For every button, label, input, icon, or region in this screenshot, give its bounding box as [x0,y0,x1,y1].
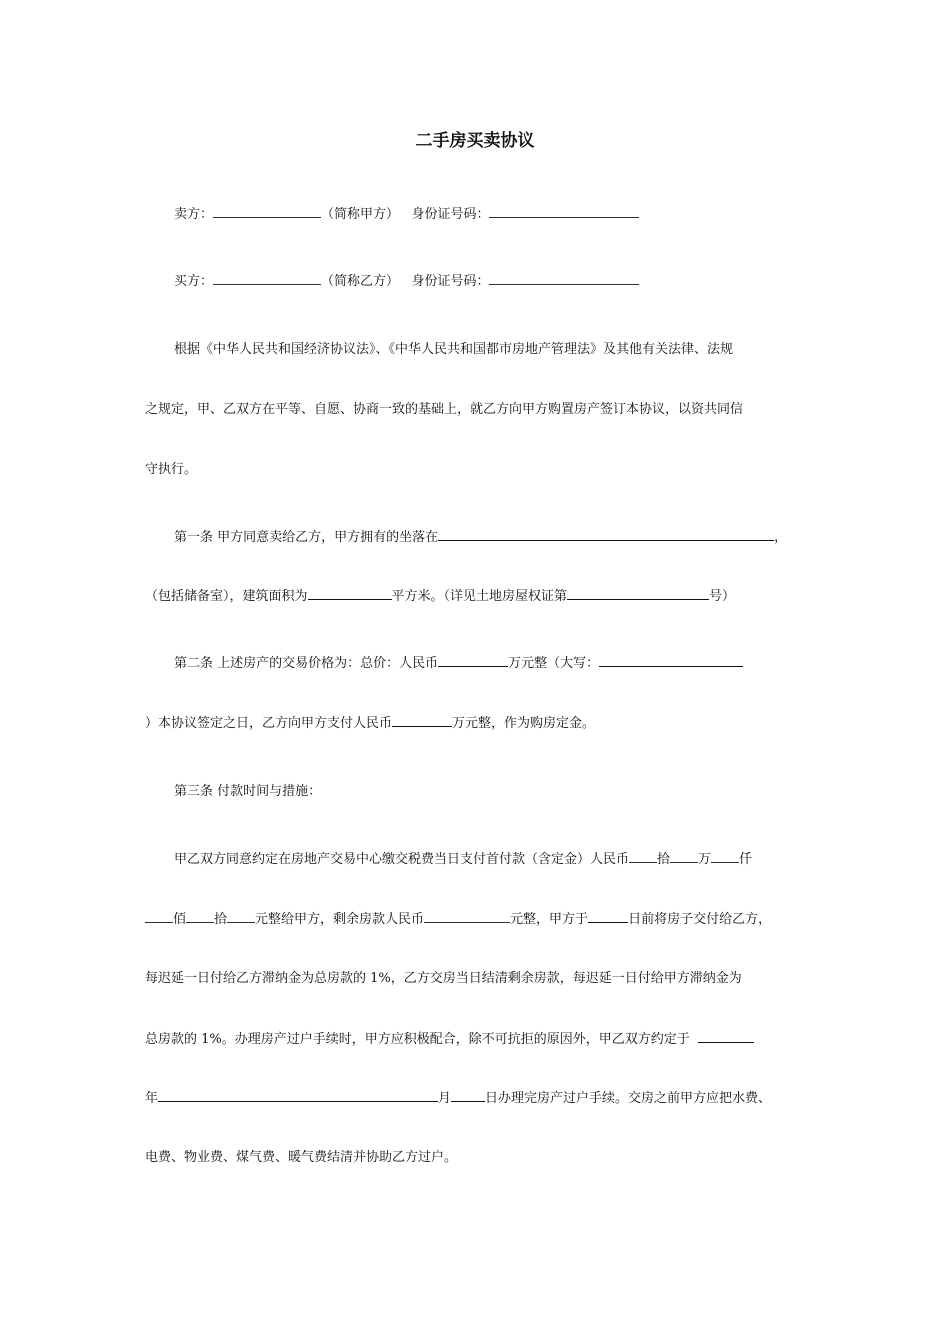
preamble-line-3: 守执行。 [145,462,198,477]
article3-l2c: 元整给甲方，剩余房款人民币 [255,912,425,927]
article3-l5a: 年 [145,1091,159,1106]
article1-text-a: 第一条 甲方同意卖给乙方，甲方拥有的坐落在 [174,530,439,545]
area-blank[interactable] [308,586,392,600]
article1-text-c: （包括储备室），建筑面积为 [145,589,308,604]
article3-line-1 [174,848,752,867]
handover-date-blank[interactable] [588,909,628,923]
deposit-blank[interactable] [392,713,452,727]
transfer-day-blank[interactable] [451,1088,485,1102]
down-payment-shi-wan-blank[interactable] [629,849,657,863]
article3-l1d: 仟 [739,852,753,867]
buyer-id-label: 身份证号码： [411,274,490,289]
article1-text-d: 平方米。（详见土地房屋权证第 [391,589,568,604]
article1-line-2 [145,585,735,604]
article3-l2e: 日前将房子交付给乙方， [628,912,772,927]
total-price-blank[interactable] [438,653,508,667]
document-title: 二手房买卖协议 [415,131,535,151]
article3-l4: 总房款的 1%。办理房产过户手续时，甲方应积极配合，除不可抗拒的原因外，甲乙双方约定于 [145,1032,690,1047]
article1-text-b: ， [774,530,788,545]
article2-line-1 [174,652,743,671]
article3-l5b: 月 [438,1091,452,1106]
article3-l1c: 万 [698,852,712,867]
preamble-line-2: 之规定，甲、乙双方在平等、自愿、协商一致的基础上，就乙方向甲方购置房产签订本协议，以资共同信 [145,402,744,417]
transfer-month-blank[interactable] [158,1088,438,1102]
article3-l2a: 佰 [173,912,187,927]
property-location-blank[interactable] [438,527,774,541]
buyer-label: 买方： [174,274,214,289]
seller-id-label: 身份证号码： [411,207,490,222]
down-payment-qian-blank[interactable] [711,849,739,863]
article3-heading: 第三条 付款时间与措施： [174,784,322,799]
seller-label: 卖方： [174,207,214,222]
article2-text-d: 万元整，作为购房定金。 [452,716,596,731]
article2-text-a: 第二条 上述房产的交易价格为：总价：人民币 [174,656,439,671]
seller-alias: （简称甲方） [321,207,400,222]
article3-l2b: 拾 [214,912,228,927]
down-payment-yuan-blank[interactable] [227,909,255,923]
seller-id-blank[interactable] [489,204,639,218]
down-payment-shi-blank[interactable] [186,909,214,923]
transfer-year-blank[interactable] [698,1029,754,1043]
article3-line-2 [145,908,771,927]
seller-line [174,203,639,222]
buyer-name-blank[interactable] [213,271,321,285]
article3-line-6: 电费、物业费、煤气费、暖气费结清并协助乙方过户。 [145,1150,458,1165]
down-payment-bai-blank[interactable] [145,909,173,923]
buyer-line [174,270,639,289]
down-payment-wan-blank[interactable] [670,849,698,863]
article2-line-2 [145,712,595,731]
article2-text-b: 万元整（大写： [508,656,600,671]
preamble-line-1: 根据《中华人民共和国经济协议法》、《中华人民共和国都市房地产管理法》及其他有关法律、法规 [174,342,734,357]
buyer-alias: （简称乙方） [321,274,400,289]
price-in-words-blank[interactable] [599,653,743,667]
article3-line-4 [145,1028,754,1047]
article3-line-5 [145,1087,771,1106]
seller-name-blank[interactable] [213,204,321,218]
article3-l2d: 元整，甲方于 [510,912,589,927]
certificate-number-blank[interactable] [567,586,709,600]
article3-l1a: 甲乙双方同意约定在房地产交易中心缴交税费当日支付首付款（含定金）人民币 [174,852,630,867]
article3-line-3: 每迟延一日付给乙方滞纳金为总房款的 1%，乙方交房当日结清剩余房款，每迟延一日付给甲方滞纳金为 [145,971,742,986]
article3-l1b: 拾 [657,852,671,867]
article2-text-c: ）本协议签定之日，乙方向甲方支付人民币 [145,716,393,731]
buyer-id-blank[interactable] [489,271,639,285]
article1-text-e: 号） [709,589,736,604]
remaining-amount-blank[interactable] [424,909,510,923]
article3-l5c: 日办理完房产过户手续。交房之前甲方应把水费、 [485,1091,772,1106]
article1-line-1 [174,526,787,545]
